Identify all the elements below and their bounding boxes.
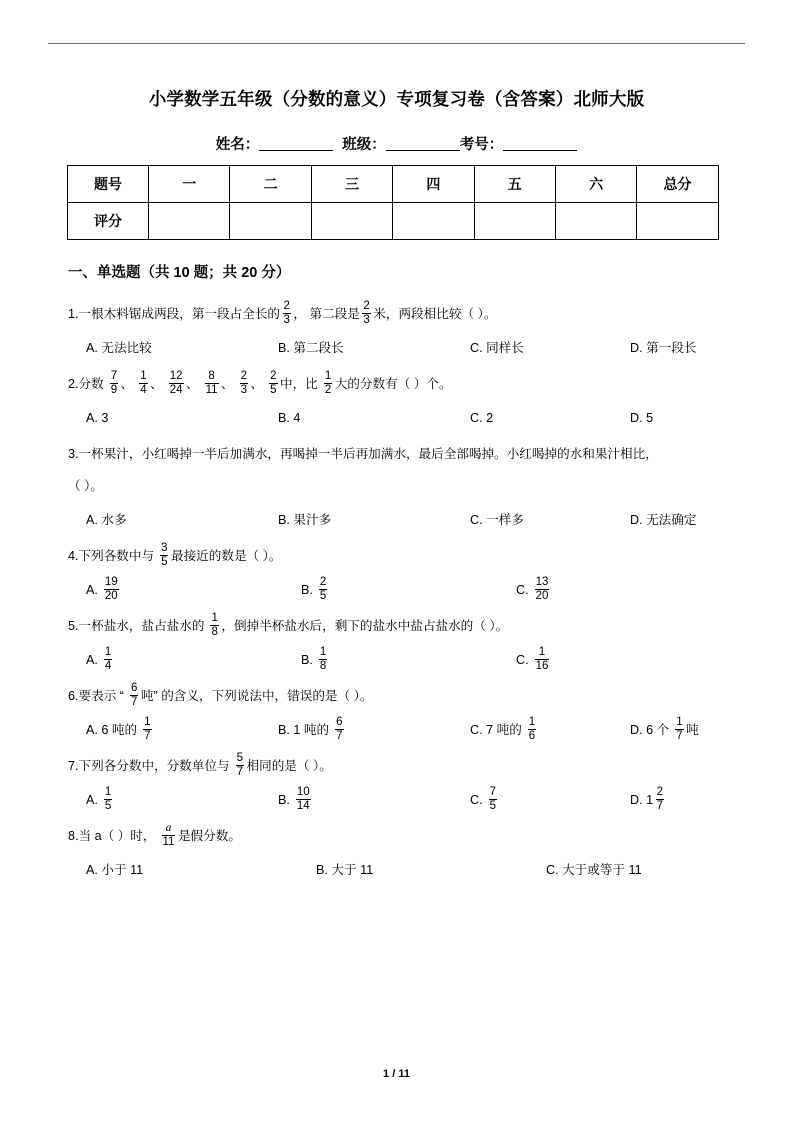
option-label: A. [86, 653, 102, 668]
option-label: B. 第二段长 [278, 341, 344, 356]
fraction-numerator: 1 [104, 646, 112, 659]
fraction [489, 787, 497, 812]
score-table-cell[interactable] [637, 203, 718, 240]
answer-option[interactable] [470, 715, 630, 745]
answer-option[interactable] [278, 715, 470, 745]
question-number: 5. [68, 619, 79, 634]
answer-option[interactable] [278, 785, 470, 815]
score-table-cell[interactable]: 五 [474, 166, 555, 203]
answer-option[interactable] [470, 785, 630, 815]
name-blank[interactable] [259, 136, 333, 151]
fraction-denominator: 4 [104, 659, 112, 672]
score-table-cell[interactable] [555, 203, 636, 240]
page-title: 小学数学五年级（分数的意义）专项复习卷（含答案）北师大版 [148, 89, 645, 109]
option-label: C. 2 [470, 411, 494, 426]
stem-text: 相同的是（ ）。 [246, 759, 332, 774]
stem-text: 一杯盐水，盐占盐水的 [78, 619, 208, 634]
fraction-numerator: 1 [528, 716, 536, 729]
option-label: C. 一样多 [470, 513, 524, 528]
answer-option[interactable] [86, 645, 301, 675]
fraction-denominator: 6 [528, 729, 536, 742]
header-divider [48, 43, 745, 44]
fraction-numerator: 7 [489, 786, 496, 799]
score-table-cell[interactable]: 二 [230, 166, 311, 203]
answer-option[interactable] [301, 575, 516, 605]
score-table-cell[interactable] [474, 203, 555, 240]
fraction [169, 371, 184, 396]
answer-option[interactable] [630, 403, 653, 433]
stem-text: 吨” 的含义，下列说法中，错误的是（ ）。 [140, 689, 373, 704]
fraction-denominator: 7 [676, 729, 683, 742]
question-item [68, 541, 728, 605]
option-label: C. 7 吨的 [470, 723, 526, 738]
option-label: D. 第一段长 [630, 341, 697, 356]
question-stem [68, 541, 728, 571]
fraction [296, 787, 311, 812]
fraction [104, 577, 119, 602]
question-item [68, 611, 728, 675]
answer-option[interactable] [516, 645, 552, 675]
fraction [535, 647, 550, 672]
fraction-denominator: 8 [319, 659, 327, 672]
option-label: B. [278, 793, 294, 808]
fraction [283, 301, 291, 326]
table-row [68, 166, 719, 203]
fraction-numerator: 10 [296, 786, 310, 799]
fraction [240, 371, 248, 396]
option-label: B. 4 [278, 411, 301, 426]
question-item [68, 751, 728, 815]
stem-text: 下列各数中与 [78, 549, 158, 564]
fraction [269, 371, 277, 396]
question-number: 4. [68, 549, 79, 564]
question-item [68, 299, 728, 363]
fraction-numerator: 2 [319, 576, 327, 589]
fraction-denominator: 7 [336, 729, 343, 742]
fraction-numerator: 1 [535, 647, 550, 660]
fraction-denominator: 16 [535, 659, 549, 672]
fraction-denominator: 24 [169, 383, 183, 396]
fraction-numerator: 1 [211, 612, 218, 625]
answer-option[interactable] [86, 785, 278, 815]
fraction-numerator: 1 [319, 646, 327, 659]
option-suffix: 吨 [686, 723, 699, 738]
fraction-numerator: a [162, 823, 176, 836]
score-table-cell[interactable]: 一 [149, 166, 230, 203]
stem-text: 中，比 [280, 377, 322, 392]
stem-text: 大的分数有（ ）个。 [334, 377, 452, 392]
option-label: A. 3 [86, 411, 109, 426]
fraction-numerator: 2 [240, 370, 248, 383]
score-table-cell[interactable]: 三 [311, 166, 392, 203]
question-number: 3. [68, 447, 79, 462]
question-stem [68, 439, 728, 469]
option-label: A. 无法比较 [86, 341, 152, 356]
fraction-denominator: 20 [104, 589, 118, 602]
fraction-denominator: 3 [363, 313, 370, 326]
option-label: D. 1 [630, 793, 654, 808]
fraction [160, 543, 168, 568]
question-number: 7. [68, 759, 79, 774]
exam-no-blank[interactable] [503, 136, 577, 151]
answer-option[interactable] [630, 333, 696, 363]
fraction-denominator: 20 [535, 589, 549, 602]
fraction [324, 371, 332, 396]
fraction-denominator: 5 [104, 799, 112, 812]
class-blank[interactable] [386, 136, 460, 151]
option-label: A. [86, 583, 102, 598]
fraction-numerator: 1 [104, 786, 112, 799]
score-table-body [68, 166, 719, 240]
option-label: A. 小于 11 [86, 863, 144, 878]
option-label: B. 大于 11 [316, 863, 374, 878]
fraction [362, 301, 370, 326]
question-stem [68, 681, 728, 711]
score-table-cell[interactable] [230, 203, 311, 240]
option-label: C. 同样长 [470, 341, 524, 356]
question-number: 1. [68, 307, 79, 322]
question-stem [68, 369, 728, 399]
fraction-numerator: 5 [236, 752, 244, 765]
question-stem [68, 821, 728, 851]
fraction-denominator: 7 [656, 799, 664, 812]
fraction [675, 717, 683, 742]
question-number: 2. [68, 377, 79, 392]
option-label: C. [516, 653, 533, 668]
stem-text: 、 [221, 377, 238, 392]
stem-text: 、 [120, 377, 137, 392]
fraction [205, 371, 219, 396]
option-label: B. 果汁多 [278, 513, 332, 528]
fraction-numerator: 7 [110, 370, 118, 383]
fraction-denominator: 5 [270, 383, 277, 396]
fraction-numerator: 6 [336, 716, 343, 729]
fraction [130, 683, 138, 708]
name-label: 姓名： [215, 137, 260, 153]
fraction [319, 647, 327, 672]
stem-text: 要表示 “ [78, 689, 128, 704]
fraction [104, 787, 112, 812]
fraction-denominator: 7 [144, 729, 151, 742]
option-label: B. [301, 653, 317, 668]
score-table-cell[interactable]: 总分 [637, 166, 718, 203]
question-content [68, 265, 728, 891]
stem-text: 最接近的数是（ ）。 [170, 549, 282, 564]
stem-text: 一杯果汁，小红喝掉一半后加满水，再喝掉一半后再加满水，最后全部喝掉。小红喝掉的水和果汁相比， [78, 447, 658, 462]
answer-option[interactable] [86, 403, 278, 433]
fraction-denominator: 2 [324, 383, 332, 396]
fraction [104, 647, 112, 672]
fraction-denominator: 14 [296, 799, 310, 812]
score-table-cell[interactable]: 六 [555, 166, 636, 203]
answer-option[interactable] [630, 785, 667, 815]
answer-option[interactable] [86, 715, 278, 745]
option-row [68, 505, 728, 535]
fraction-numerator: 1 [140, 370, 147, 383]
answer-option[interactable] [278, 505, 470, 535]
fraction [656, 787, 664, 812]
fraction-denominator: 3 [283, 313, 290, 326]
answer-option[interactable] [86, 505, 278, 535]
option-row [68, 715, 728, 745]
score-table-row-label: 题号 [68, 166, 149, 203]
fraction-numerator: 2 [283, 300, 290, 313]
fraction-denominator: 7 [236, 765, 244, 778]
fraction-denominator: 11 [205, 383, 218, 396]
option-label: D. 无法确定 [630, 513, 697, 528]
answer-option[interactable] [316, 855, 546, 885]
option-label: C. [516, 583, 533, 598]
fraction-numerator: 13 [535, 576, 549, 589]
answer-option[interactable] [301, 645, 516, 675]
option-label: C. [470, 793, 487, 808]
answer-option[interactable] [86, 855, 316, 885]
fraction-denominator: 11 [162, 835, 175, 848]
stem-text: ， 第二段是 [293, 307, 360, 322]
answer-option[interactable] [86, 333, 278, 363]
answer-option[interactable] [630, 715, 699, 745]
answer-option[interactable] [630, 505, 696, 535]
stem-text: 米，两段相比较（ ）。 [373, 307, 497, 322]
question-stem-continued: （ ）。 [68, 479, 103, 494]
answer-option[interactable] [470, 505, 630, 535]
identity-line [0, 133, 793, 154]
option-label: B. [301, 583, 317, 598]
fraction [335, 717, 343, 742]
option-label: D. 5 [630, 411, 654, 426]
fraction-denominator: 3 [240, 383, 248, 396]
fraction-denominator: 5 [489, 799, 496, 812]
fraction-numerator: 2 [656, 786, 664, 799]
option-row [68, 403, 728, 433]
score-table-cell[interactable] [393, 203, 474, 240]
option-label: D. 6 个 [630, 723, 673, 738]
fraction-denominator: 7 [131, 695, 138, 708]
answer-option[interactable] [546, 855, 642, 885]
question-number: 6. [68, 689, 79, 704]
answer-option[interactable] [470, 403, 630, 433]
fraction-denominator: 5 [319, 589, 327, 602]
fraction [210, 613, 218, 638]
stem-text: 、 [150, 377, 167, 392]
score-table-cell[interactable]: 四 [393, 166, 474, 203]
fraction [143, 717, 151, 742]
stem-text: 、 [186, 377, 203, 392]
option-row [68, 333, 728, 363]
stem-text: 是假分数。 [177, 829, 241, 844]
question-item [68, 821, 728, 885]
fraction-numerator: 1 [676, 716, 683, 729]
option-row [68, 785, 728, 815]
fraction-denominator: 9 [110, 383, 118, 396]
question-stem [68, 751, 728, 781]
option-label: A. 6 吨的 [86, 723, 141, 738]
fraction-numerator: 2 [270, 370, 277, 383]
fraction-numerator: 19 [104, 576, 118, 589]
fraction-numerator: 8 [205, 371, 219, 384]
question-list [68, 299, 728, 885]
fraction-denominator: 5 [161, 555, 168, 568]
question-stem [68, 299, 728, 329]
fraction [319, 577, 327, 602]
fraction [139, 371, 147, 396]
fraction-numerator: 3 [161, 542, 168, 555]
fraction-numerator: 12 [169, 370, 183, 383]
fraction [162, 823, 176, 848]
option-row [68, 855, 728, 885]
option-label: B. 1 吨的 [278, 723, 333, 738]
score-table-cell[interactable] [149, 203, 230, 240]
fraction [528, 717, 536, 742]
fraction-denominator: 8 [211, 625, 218, 638]
exam-no-label: 考号： [459, 137, 504, 153]
fraction [236, 753, 244, 778]
fraction-numerator: 1 [144, 716, 151, 729]
stem-text: 一根木料锯成两段，第一段占全长的 [78, 307, 281, 322]
answer-option[interactable] [278, 333, 470, 363]
question-item [68, 681, 728, 745]
table-row [68, 203, 719, 240]
question-stem [68, 611, 728, 641]
fraction-denominator: 4 [140, 383, 147, 396]
score-table-row-label: 评分 [68, 203, 149, 240]
score-table-cell[interactable] [311, 203, 392, 240]
stem-text: 分数 [78, 377, 108, 392]
fraction-numerator: 1 [324, 370, 332, 383]
stem-text: 当 a（ ）时， [78, 829, 159, 844]
section-heading: 一、单选题（共 10 题；共 20 分） [68, 265, 291, 281]
class-label: 班级： [342, 137, 386, 153]
question-item [68, 369, 728, 433]
answer-option[interactable] [470, 333, 630, 363]
stem-text: ，倒掉半杯盐水后，剩下的盐水中盐占盐水的（ ）。 [221, 619, 509, 634]
option-label: C. 大于或等于 11 [546, 863, 642, 878]
answer-option[interactable] [278, 403, 470, 433]
answer-option[interactable] [516, 575, 552, 605]
answer-option[interactable] [86, 575, 301, 605]
fraction-numerator: 6 [131, 682, 138, 695]
fraction [110, 371, 118, 396]
page-number: 1 / 11 [383, 1068, 410, 1080]
stem-text: 、 [250, 377, 267, 392]
option-row [68, 575, 728, 605]
option-label: A. 水多 [86, 513, 127, 528]
fraction [535, 577, 550, 602]
fraction-numerator: 2 [363, 300, 370, 313]
question-number: 8. [68, 829, 79, 844]
stem-text: 下列各分数中，分数单位与 [78, 759, 234, 774]
question-item [68, 439, 728, 535]
option-label: A. [86, 793, 102, 808]
option-row [68, 645, 728, 675]
score-table [67, 165, 719, 240]
